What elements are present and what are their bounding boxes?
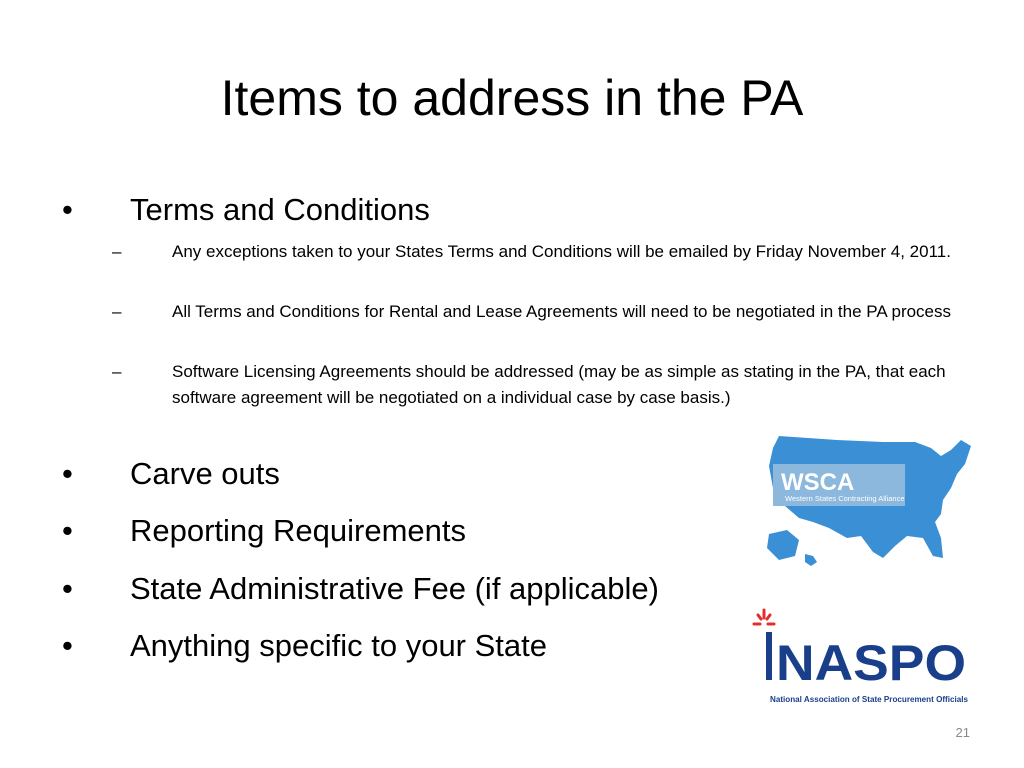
naspo-acronym: NASPO xyxy=(776,635,966,691)
bullet-text: Carve outs xyxy=(130,456,280,491)
sub-bullet-marker: – xyxy=(112,302,122,321)
naspo-full-name: National Association of State Procurement Officials xyxy=(770,695,969,704)
bullet-marker: • xyxy=(62,456,73,491)
bullet-marker: • xyxy=(62,628,73,663)
sub-bullet-marker: – xyxy=(112,242,122,261)
bullet-text: Terms and Conditions xyxy=(130,192,430,227)
sub-bullet-text: Software Licensing Agreements should be addressed (may be as simple as stating in the PA, that each software agreement will be negotiated on a individual case by case basis.) xyxy=(172,362,946,407)
wsca-logo xyxy=(765,430,975,570)
wsca-full-name: Western States Contracting Alliance xyxy=(785,494,905,503)
bullet-marker: • xyxy=(62,513,73,548)
naspo-star-icon xyxy=(754,610,774,624)
alaska-shape xyxy=(767,530,799,560)
bullet-text: State Administrative Fee (if applicable) xyxy=(130,571,659,606)
sub-bullet-marker: – xyxy=(112,362,122,381)
bullet-marker: • xyxy=(62,571,73,606)
bullet-text: Reporting Requirements xyxy=(130,513,467,548)
bullet-marker: • xyxy=(62,192,73,227)
naspo-logo xyxy=(750,604,972,708)
hawaii-shape xyxy=(805,554,817,566)
slide-title: Items to address in the PA xyxy=(220,70,804,126)
sub-bullet-text: Any exceptions taken to your States Terms and Conditions will be emailed by Friday November 4, 2011. xyxy=(172,242,951,261)
sub-bullet-text: All Terms and Conditions for Rental and Lease Agreements will need to be negotiated in the PA process xyxy=(172,302,952,321)
naspo-i-bar xyxy=(766,632,772,680)
wsca-acronym: WSCA xyxy=(781,469,855,496)
bullet-text: Anything specific to your State xyxy=(130,628,548,663)
page-number: 21 xyxy=(955,725,970,740)
